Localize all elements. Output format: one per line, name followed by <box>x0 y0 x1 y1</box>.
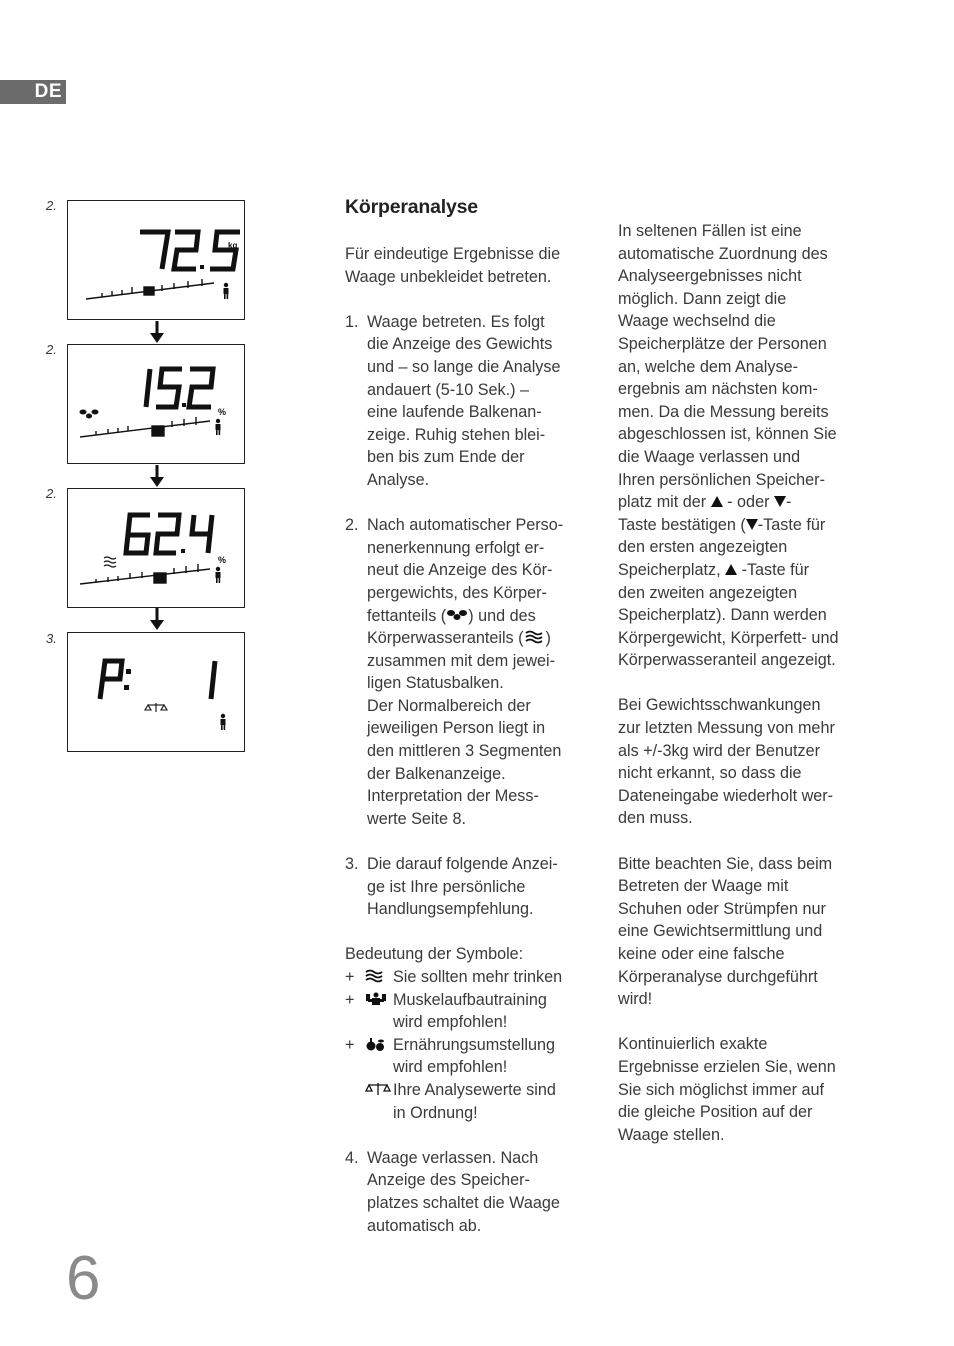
paragraph-line: keine oder eine falsche <box>618 945 785 963</box>
paragraph-line: automatische Zuordnung des <box>618 244 828 263</box>
paragraph-line: Speicherplatz). Dann werden <box>618 606 827 625</box>
text-fragment: - oder <box>722 493 774 512</box>
step-number: 3. <box>345 855 359 874</box>
step-line: platzes schaltet die Waage <box>367 1193 560 1212</box>
step-line: nenerkennung erfolgt er- <box>367 538 545 557</box>
intro-line: Waage unbekleidet betreten. <box>345 267 552 286</box>
paragraph-line: eine Gewichtsermittlung und <box>618 922 823 941</box>
arrow-down-icon <box>148 321 166 345</box>
symbol-text: wird empfohlen! <box>393 1058 508 1077</box>
step-line: den mittleren 3 Segmenten <box>367 742 562 761</box>
step-line: Der Normalbereich der <box>367 696 531 715</box>
paragraph-line: die Waage verlassen und <box>618 447 801 466</box>
person-icon <box>216 419 221 435</box>
step-line <box>367 627 595 650</box>
paragraph-line: den ersten angezeigten <box>618 538 788 557</box>
step-number: 1. <box>345 312 359 331</box>
text-fragment: ) und des <box>468 606 536 625</box>
body-fat-icon <box>446 609 468 621</box>
text-fragment: -Taste für <box>757 515 826 534</box>
symbol-text: in Ordnung! <box>393 1103 478 1122</box>
paragraph-line: Körpergewicht, Körperfett- und <box>618 628 839 647</box>
plus-sign: + <box>345 968 355 986</box>
step-line: und – so lange die Analyse <box>367 357 561 376</box>
triangle-up-icon <box>725 564 737 575</box>
symbol-text: wird empfohlen! <box>393 1013 508 1032</box>
paragraph-line: nicht erkannt, so dass die <box>618 764 802 783</box>
paragraph-line: Bitte beachten Sie, dass beim <box>618 854 833 873</box>
step-line: andauert (5-10 Sek.) – <box>367 380 529 399</box>
text-fragment: ) <box>545 629 551 648</box>
symbol-text: Ihre Analysewerte sind <box>393 1080 556 1099</box>
symbol-row-water <box>345 966 595 989</box>
paragraph-line: Dateneingabe wiederholt wer- <box>618 786 834 805</box>
paragraph-line: als +/-3kg wird der Benutzer <box>618 741 820 760</box>
text-fragment: Körperwasseranteils ( <box>367 629 524 648</box>
language-tab <box>0 80 66 104</box>
step-line: pergewichts, des Körper- <box>367 583 547 602</box>
symbol-row-muscle <box>345 989 595 1034</box>
paragraph-line: Körperwasseranteil angezeigt. <box>618 651 836 670</box>
paragraph-line: den zweiten angezeigten <box>618 583 798 602</box>
person-icon <box>221 714 226 730</box>
column-right <box>618 220 878 1146</box>
step-line: Interpretation der Mess- <box>367 787 539 806</box>
step-line: die Anzeige des Gewichts <box>367 335 553 354</box>
arrow-down-icon <box>148 465 166 489</box>
panel-number-2: 2. <box>46 342 57 357</box>
text-fragment: Speicherplatz, <box>618 560 726 579</box>
paragraph-line: Waage stellen. <box>618 1125 725 1144</box>
step-line: Waage verlassen. Nach <box>367 1148 539 1167</box>
paragraph-line: den muss. <box>618 809 693 828</box>
lcd-display-weight <box>67 200 245 320</box>
plus-sign: + <box>345 990 355 1009</box>
step-3 <box>345 853 595 921</box>
column-left <box>345 243 595 1237</box>
step-line: werte Seite 8. <box>367 809 466 828</box>
lcd-body-water-graphic <box>68 489 246 609</box>
text-fragment: - <box>785 493 792 512</box>
paragraph-line: an, welche dem Analyse- <box>618 357 798 376</box>
lcd-display-memory <box>67 632 245 752</box>
symbol-text: Sie sollten mehr trinken <box>393 968 563 986</box>
lcd-weight-graphic <box>68 201 246 321</box>
water-icon <box>104 557 116 567</box>
section-heading: Körperanalyse <box>345 196 478 218</box>
paragraph-line: Analyseergebnisses nicht <box>618 267 802 286</box>
step-line: Waage betreten. Es folgt <box>367 312 545 331</box>
symbols-title: Bedeutung der Symbole: <box>345 945 524 964</box>
paragraph-line: Waage wechselnd die <box>618 312 776 331</box>
paragraph-line: Kontinuierlich exakte <box>618 1035 768 1054</box>
paragraph-line: abgeschlossen ist, können Sie <box>618 425 837 444</box>
step-line: automatisch ab. <box>367 1216 482 1235</box>
paragraph-line <box>618 559 878 582</box>
panel-number-1: 2. <box>46 198 57 213</box>
step-line: ben bis zum Ende der <box>367 448 525 467</box>
lcd-unit: % <box>218 407 227 417</box>
step-line: ligen Statusbalken. <box>367 674 504 693</box>
paragraph-line: Ihren persönlichen Speicher- <box>618 470 825 489</box>
step-line: Anzeige des Speicher- <box>367 1171 530 1190</box>
step-line: Nach automatischer Perso- <box>367 516 564 535</box>
paragraph-line: Betreten der Waage mit <box>618 877 789 896</box>
paragraph-line: möglich. Dann zeigt die <box>618 289 787 308</box>
paragraph-line: Bei Gewichtsschwankungen <box>618 696 821 715</box>
lcd-memory-graphic <box>68 633 246 753</box>
water-icon <box>365 969 385 983</box>
step-line: Handlungsempfehlung. <box>367 900 534 919</box>
language-label: DE <box>34 81 62 102</box>
symbol-row-nutrition <box>345 1034 595 1079</box>
step-line: Die darauf folgende Anzei- <box>367 855 558 874</box>
step-line: eine laufende Balkenan- <box>367 403 542 422</box>
paragraph-line: die gleiche Position auf der <box>618 1103 813 1122</box>
triangle-up-icon <box>711 496 723 507</box>
balance-icon <box>145 703 167 712</box>
nutrition-icon <box>365 1037 387 1052</box>
person-icon <box>224 283 229 299</box>
symbol-row-balance <box>345 1079 595 1124</box>
step-line: Analyse. <box>367 470 430 489</box>
paragraph-line: Speicherplätze der Personen <box>618 334 827 353</box>
paragraph-line: men. Da die Messung bereits <box>618 402 829 421</box>
lcd-body-fat-graphic <box>68 345 246 465</box>
step-line: ge ist Ihre persönliche <box>367 877 526 896</box>
step-line: jeweiligen Person liegt in <box>367 719 546 738</box>
panel-number-4: 3. <box>46 631 57 646</box>
step-number: 2. <box>345 516 359 535</box>
paragraph-line: Ergebnisse erzielen Sie, wenn <box>618 1057 836 1076</box>
text-fragment: -Taste für <box>737 560 810 579</box>
paragraph-line <box>618 514 878 537</box>
lcd-display-body-fat <box>67 344 245 464</box>
paragraph-line <box>618 491 878 514</box>
step-number: 4. <box>345 1148 359 1167</box>
step-line: zusammen mit dem jewei- <box>367 651 556 670</box>
person-icon <box>216 567 221 583</box>
text-fragment: platz mit der <box>618 493 711 512</box>
step-line: zeige. Ruhig stehen blei- <box>367 425 546 444</box>
step-1 <box>345 311 595 492</box>
paragraph-line: zur letzten Messung von mehr <box>618 719 835 738</box>
panel-number-3: 2. <box>46 486 57 501</box>
paragraph-line: Sie sich möglichst immer auf <box>618 1080 825 1099</box>
plus-sign: + <box>345 1035 355 1054</box>
symbol-text: Ernährungsumstellung <box>393 1035 555 1054</box>
step-4 <box>345 1147 595 1237</box>
paragraph-line: Körperanalyse durchgeführt <box>618 967 818 986</box>
lcd-unit: kg <box>228 241 238 250</box>
body-fat-icon <box>80 410 99 419</box>
arrow-down-icon <box>148 608 166 632</box>
step-line: neut die Anzeige des Kör- <box>367 561 553 580</box>
text-fragment: Taste bestätigen ( <box>618 515 746 534</box>
triangle-down-icon <box>774 496 786 507</box>
text-fragment: fettanteils ( <box>367 606 447 625</box>
lcd-display-body-water <box>67 488 245 608</box>
balance-icon <box>365 1082 391 1097</box>
paragraph-line: Schuhen oder Strümpfen nur <box>618 899 826 918</box>
step-2 <box>345 514 595 830</box>
page-number: 6 <box>66 1244 101 1313</box>
intro-line: Für eindeutige Ergebnisse die <box>345 245 561 263</box>
paragraph-line: In seltenen Fällen ist eine <box>618 222 802 240</box>
muscle-icon <box>365 992 387 1007</box>
triangle-down-icon <box>746 519 758 530</box>
step-line <box>367 605 595 628</box>
water-icon <box>524 630 546 644</box>
paragraph-line: ergebnis am nächsten kom- <box>618 380 818 399</box>
step-line: der Balkenanzeige. <box>367 764 506 783</box>
paragraph-line: wird! <box>618 990 653 1009</box>
symbol-text: Muskelaufbautraining <box>393 990 547 1009</box>
lcd-unit: % <box>218 555 227 565</box>
